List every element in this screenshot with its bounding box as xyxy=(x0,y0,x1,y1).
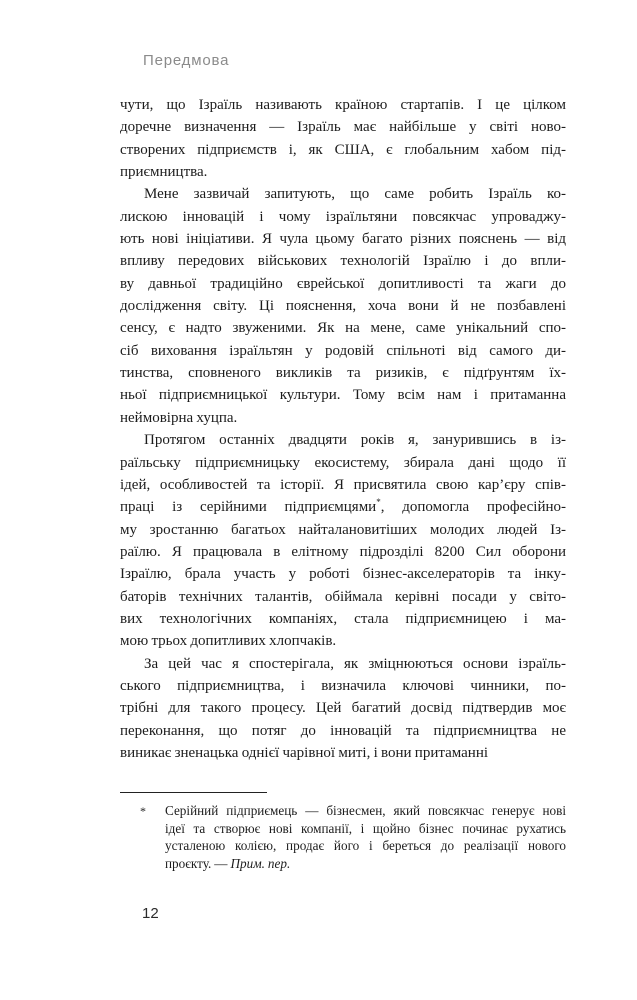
footnote-line: ідеї та створює нові компанії, і щойно бізнес починає рухатись xyxy=(165,820,566,836)
footnote-text xyxy=(165,802,566,873)
text-line: тинства, сповненого викликів та ризиків, є підґрунтям їх- xyxy=(120,365,566,382)
footnote-marker: * xyxy=(140,804,146,818)
footnote-reference-marker: * xyxy=(376,497,381,508)
text-line: Мене зазвичай запитують, що саме робить Ізраїль ко- xyxy=(144,186,566,203)
text-line: доречне визначення — Ізраїль має найбільше у світі ново- xyxy=(120,119,566,136)
text-line: ідей, особливостей та історії. Я присвятила свою кар’єру спів- xyxy=(120,476,566,493)
text-line: Ізраїлю, брала участь у роботі бізнес-акселераторів та інку- xyxy=(120,566,566,583)
text-line: баторів технічних талантів, обіймала керівні посади у світо- xyxy=(120,588,566,605)
text-line: ньої підприємницької культури. Тому всім нам і притаманна xyxy=(120,387,566,404)
text-line: праці із серійними підприємцями*, допомогла професійно- xyxy=(120,497,566,516)
text-line: ського підприємництва, і визначила ключові чинники, по- xyxy=(120,677,566,694)
running-header: Передмова xyxy=(143,52,230,69)
text-line: виникає зненацька однієї чарівної миті, і вони притаманні xyxy=(120,744,489,761)
footnote-line: усталеною колією, продає його і береться до реалізації нового xyxy=(165,838,566,854)
text-line: раїльську підприємницьку екосистему, збирала дані щодо її xyxy=(120,454,566,471)
text-line: лискою інновацій і чому ізраїльтяни повсякчас упроваджу- xyxy=(120,208,566,225)
text-line: сенсу, є надто звуженими. Як на мене, саме унікальний спо- xyxy=(120,320,566,337)
text-line: раїлю. Я працювала в елітному підрозділі 8200 Сил оборони xyxy=(120,543,566,560)
text-line: дослідження світу. Ці пояснення, хоча вони й не позбавлені xyxy=(120,298,566,315)
page-number: 12 xyxy=(142,905,159,922)
text-line: мою трьох допитливих хлопчаків. xyxy=(120,633,337,650)
text-line: Протягом останніх двадцяти років я, занурившись в із- xyxy=(144,432,566,449)
text-line: неймовірна хуцпа. xyxy=(120,409,238,426)
text-line: вих технологічних компаніях, стала підприємницею і ма- xyxy=(120,610,566,627)
text-line: створених підприємств і, як США, є глобальним хабом під- xyxy=(120,141,566,158)
text-line: ву давньої традиційно єврейської допитливості та жаги до xyxy=(120,275,566,292)
text-line: приємництва. xyxy=(120,164,208,181)
footnote-line: Серійний підприємець — бізнесмен, який повсякчас генерує нові xyxy=(165,803,566,818)
text-line: За цей час я спостерігала, як зміцнюються основи ізраїль- xyxy=(144,655,566,672)
page-body-text xyxy=(120,94,566,764)
text-line: трібні для такого процесу. Цей багатий досвід підтвердив моє xyxy=(120,700,566,717)
text-line: сіб виховання ізраїльтян у родовій спільноті від самого ди- xyxy=(120,342,566,359)
text-line: впливу передових військових технологій Ізраїлю і до впли- xyxy=(120,253,566,270)
footnote-line: проєкту. — Прим. пер. xyxy=(165,856,291,872)
text-line: переконання, що потяг до інновацій та підприємництва не xyxy=(120,722,566,739)
footnote-attribution: Прим. пер. xyxy=(230,856,291,872)
footnote-divider xyxy=(120,792,267,793)
text-line: ють нові ініціативи. Я чула цьому багато різних пояснень — від xyxy=(120,231,566,248)
text-line: му зростанню багатьох найталановитіших молодих людей Із- xyxy=(120,521,566,538)
text-line: чути, що Ізраїль називають країною стартапів. І це цілком xyxy=(120,97,566,113)
footnote xyxy=(120,802,566,873)
